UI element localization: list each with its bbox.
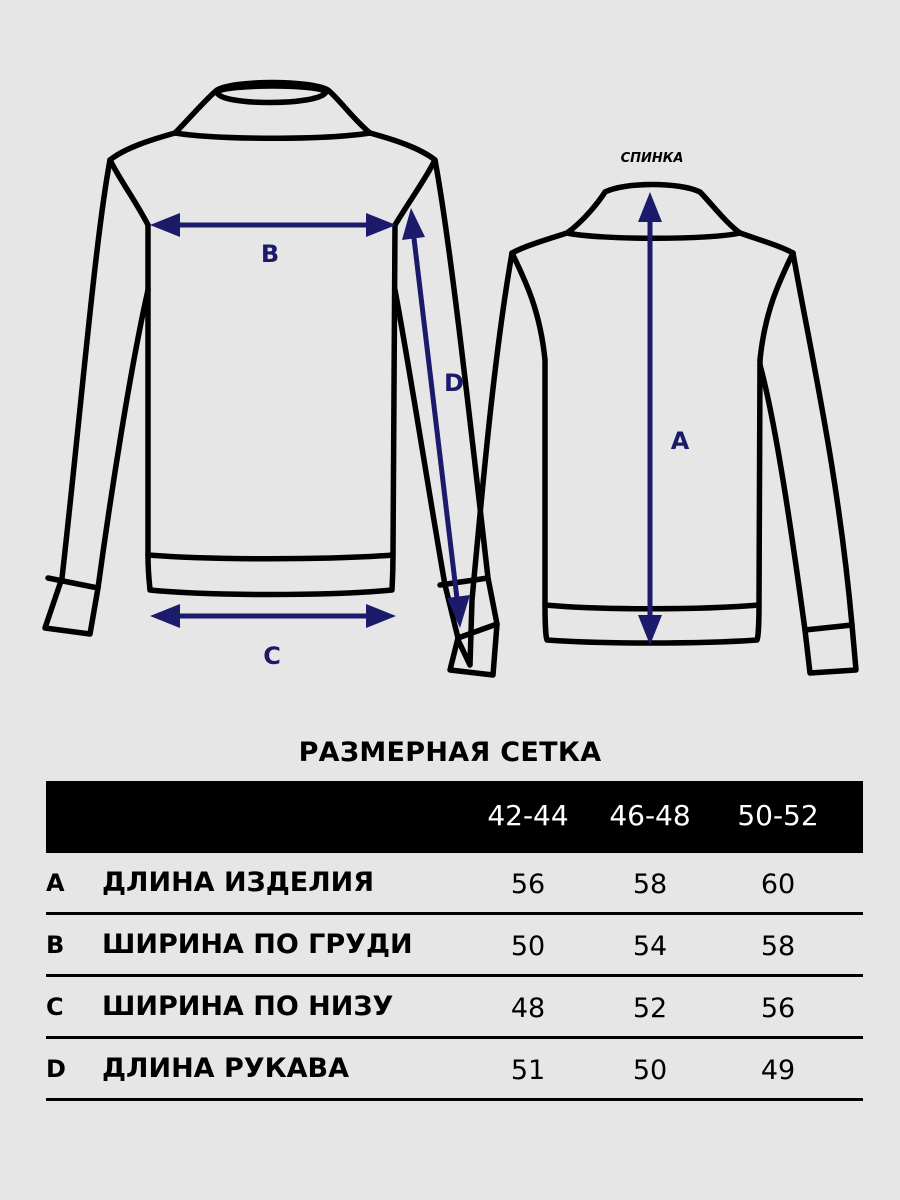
measure-value: 56 [510, 869, 546, 900]
label-d: D [444, 369, 464, 397]
size-column-header: 46-48 [609, 799, 691, 832]
measure-value: 54 [632, 931, 668, 962]
measure-d-arrow [402, 208, 470, 628]
size-table [46, 781, 863, 1101]
measure-a-arrow [638, 192, 662, 645]
size-chart-title: РАЗМЕРНАЯ СЕТКА [298, 737, 602, 768]
measure-value: 50 [632, 1055, 668, 1086]
table-row [46, 1039, 863, 1101]
measure-value: 58 [760, 931, 796, 962]
measure-value: 51 [510, 1055, 546, 1086]
back-label: СПИНКА [620, 151, 684, 166]
measure-value: 56 [760, 993, 796, 1024]
measure-name: ШИРИНА ПО НИЗУ [102, 991, 394, 1022]
measure-c-arrow [150, 604, 396, 628]
back-sweatshirt [458, 185, 856, 674]
measure-key: C [46, 993, 64, 1021]
measure-key: B [46, 931, 65, 959]
measure-value: 49 [760, 1055, 796, 1086]
measure-value: 50 [510, 931, 546, 962]
measure-key: A [46, 869, 65, 897]
measure-name: ШИРИНА ПО ГРУДИ [102, 929, 413, 960]
measure-key: D [46, 1055, 66, 1083]
size-column-header: 42-44 [487, 799, 569, 832]
measure-name: ДЛИНА РУКАВА [102, 1053, 350, 1084]
label-a: A [670, 427, 690, 455]
measure-value: 60 [760, 869, 796, 900]
measure-value: 58 [632, 869, 668, 900]
table-row [46, 915, 863, 977]
measure-value: 48 [510, 993, 546, 1024]
size-column-header: 50-52 [737, 799, 819, 832]
table-row [46, 853, 863, 915]
label-c: C [263, 642, 281, 670]
size-table-header [46, 781, 863, 853]
measure-b-arrow [150, 213, 396, 237]
label-b: B [260, 240, 280, 268]
measure-value: 52 [632, 993, 668, 1024]
table-row [46, 977, 863, 1039]
measure-name: ДЛИНА ИЗДЕЛИЯ [102, 867, 375, 898]
